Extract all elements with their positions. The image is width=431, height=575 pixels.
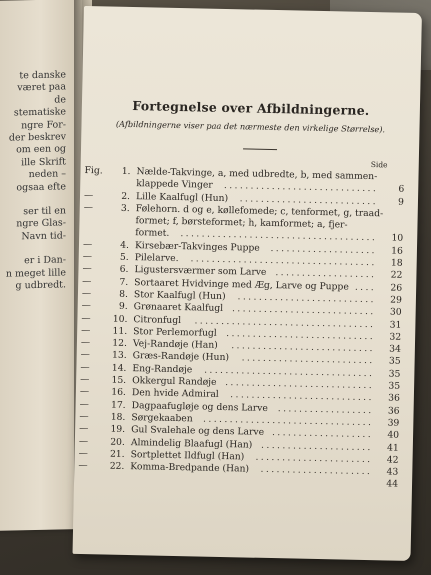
figure-number: 19. [110, 423, 126, 436]
figure-label: Den hvide Admiral [131, 387, 219, 401]
figure-number: 10. [112, 313, 128, 325]
figure-prefix: — [79, 410, 89, 423]
title-rule [243, 148, 277, 150]
figure-number: 22. [109, 460, 125, 473]
figure-page-number: 43 [386, 466, 399, 478]
figure-label: Gul Svalehale og dens Larve [131, 424, 265, 439]
figure-number: 4. [120, 239, 130, 251]
figure-page-number: 42 [386, 454, 399, 466]
figure-page-number: 36 [387, 405, 400, 417]
figure-prefix: — [81, 300, 92, 312]
figure-page-number: 35 [388, 380, 401, 392]
figure-label: Følehorn. d og e, køllefomede; c, tenformet, g, traad- [135, 203, 384, 220]
figure-number: 5. [119, 251, 129, 264]
figure-page-number: 34 [389, 343, 401, 355]
figure-number: 1. [121, 165, 131, 178]
figure-number [100, 473, 124, 474]
figure-page-number: 10 [391, 232, 404, 245]
figure-page-number: 16 [391, 245, 404, 257]
figure-number: 9. [118, 301, 128, 313]
figure-prefix: — [82, 275, 92, 287]
left-page-line: ille Skrift [21, 156, 66, 169]
figure-prefix: — [80, 349, 90, 361]
figure-label: Almindelig Blaafugl (Han) [130, 436, 253, 451]
leader-dots: ................... [275, 267, 377, 281]
figure-number: 8. [119, 288, 129, 300]
figure-page-number: 31 [389, 319, 402, 331]
figure-number: 14. [111, 362, 127, 374]
figure-page-number: 26 [390, 282, 403, 294]
figure-label: Sortplettet Ildfugl (Han) [130, 448, 245, 463]
figure-page-number: 35 [388, 355, 401, 368]
leader-dots: ..................... [260, 439, 373, 453]
figure-number: 6. [119, 264, 129, 276]
figure-label: Dagpaafugløje og dens Larve [131, 399, 268, 414]
leader-dots: ................................ [202, 413, 374, 429]
left-page-line: om een og [16, 143, 66, 156]
left-page-line: der beskrev [8, 131, 66, 144]
leader-dots: ................................... [190, 253, 377, 269]
figure-label: Komma-Bredpande (Han) [130, 461, 250, 475]
leader-dots: ................... [271, 427, 374, 441]
leader-dots: ............................ [226, 327, 376, 343]
leader-dots: .... [354, 281, 377, 293]
figure-label: Stor Perlemorfugl [133, 325, 217, 339]
figure-page-number: 40 [387, 429, 400, 441]
left-page [0, 0, 82, 531]
left-page-line: ogsaa efte [16, 181, 66, 194]
figure-label: klappede Vinger [136, 178, 213, 192]
leader-dots: ............................ [225, 377, 375, 392]
left-page-line: været paa [17, 81, 66, 94]
figure-label: Kirsebær-Takvinges Puppe [134, 239, 260, 254]
left-page-line: ngre Glas- [16, 217, 66, 230]
figure-prefix: — [78, 435, 89, 447]
figure-page-number: 9 [397, 196, 405, 208]
figure-label: Sortaaret Hvidvinge med Æg, Larve og Puppe [134, 276, 349, 293]
figure-prefix: — [83, 189, 94, 201]
figure-prefix: — [81, 312, 91, 324]
figure-prefix: — [80, 337, 91, 349]
figure-label: Vej-Randøje (Han) [132, 338, 218, 352]
figure-number: 21. [109, 448, 125, 460]
figure-label: Sørgekaaben [131, 412, 193, 425]
figure-number: 11. [112, 325, 128, 337]
left-page-line: de [54, 94, 66, 106]
left-page-line: er i Dan- [24, 254, 66, 267]
figure-number: 13. [111, 350, 127, 362]
figure-label: Eng-Randøje [132, 362, 193, 376]
leader-dots: ...................... [255, 451, 373, 465]
left-page-line: g udbredt. [15, 279, 66, 292]
figure-number: 7. [119, 276, 129, 288]
figure-label: Okkergul Randøje [132, 375, 217, 388]
figure-label: Græs-Randøje (Hun) [132, 350, 230, 364]
figure-label: Lille Kaalfugl (Hun) [135, 190, 229, 204]
figure-list [78, 165, 405, 491]
figure-page-number: 6 [398, 183, 405, 196]
left-page-line: ser til en [23, 205, 66, 218]
figure-page-number: 35 [388, 368, 401, 380]
figure-label: Ligustersværmer som Larve [134, 264, 267, 279]
figure-page-number: 29 [390, 294, 403, 306]
figure-page-number: 32 [389, 331, 402, 343]
figure-prefix: — [82, 263, 92, 275]
leader-dots: .................. [277, 402, 374, 416]
figure-number [105, 227, 129, 228]
leader-dots: ........................... [231, 303, 376, 318]
left-page-line: te danske [19, 69, 66, 82]
figure-page-number: 41 [387, 441, 399, 454]
figure-number: 16. [111, 387, 127, 399]
figure-page-number: 18 [390, 257, 403, 269]
left-page-line: ngre For- [21, 118, 66, 131]
figure-label: Stor Kaalfugl (Hun) [133, 289, 226, 302]
leader-dots: ........................... [230, 389, 374, 404]
leader-dots: .................... [270, 242, 378, 256]
figure-prefix: — [82, 238, 93, 251]
leader-dots: ..................................... [180, 228, 378, 244]
figure-label: Pilelarve. [134, 252, 179, 265]
left-page-line: neden – [28, 168, 66, 181]
figure-page-number: 39 [387, 417, 400, 429]
figure-prefix: — [78, 460, 88, 472]
figure-number: 17. [110, 399, 126, 411]
figure-prefix: — [78, 447, 88, 460]
figure-label: formet. [135, 227, 170, 240]
figure-label: formet; f, børsteformet; h, kamformet; a, fjer- [135, 215, 348, 231]
figure-prefix: — [83, 201, 94, 214]
figure-prefix: — [80, 361, 90, 373]
leader-dots: .......................... [237, 291, 377, 306]
figure-label: Citronfugl [133, 313, 182, 326]
figure-page-number: 36 [388, 392, 400, 405]
leader-dots: ......................... [241, 352, 375, 367]
figure-number: 3. [120, 202, 130, 214]
leader-dots: ................................ [204, 364, 375, 379]
figure-number [106, 178, 130, 179]
figure-prefix: — [79, 386, 90, 398]
figure-label: Nælde-Takvinge, a, med udbredte, b, med sammen- [136, 166, 378, 183]
figure-prefix: — [79, 423, 89, 435]
page-subtitle: (Afbildningerne viser paa det nærmeste den virkelige Størrelse). [115, 118, 386, 135]
leader-dots: ..................... [260, 463, 373, 478]
side-column-header: Side [370, 160, 388, 170]
figure-label: Grønaaret Kaalfugl [133, 301, 224, 315]
figure-page-number: 30 [389, 306, 402, 318]
figure-prefix: — [81, 287, 92, 300]
figure-prefix: — [82, 251, 93, 263]
figure-prefix: — [80, 374, 90, 386]
left-page-text [0, 69, 66, 293]
figure-number: 20. [110, 436, 125, 448]
figure-prefix: — [81, 324, 91, 337]
figure-number: 12. [112, 337, 128, 350]
page-title: Fortegnelse over Afbildningerne. [132, 98, 370, 118]
leader-dots: ........................... [231, 340, 375, 355]
figure-number: 15. [111, 374, 127, 387]
left-page-line: n meget lille [5, 267, 66, 280]
right-page [73, 6, 422, 561]
leader-dots: ............................. [223, 180, 379, 195]
figure-prefix: Fig. [84, 165, 103, 177]
figure-prefix: — [79, 398, 89, 410]
figure-page-number: 44 [386, 478, 399, 491]
left-page-line: Navn tid- [21, 230, 66, 243]
leader-dots: .................................. [194, 314, 376, 330]
figure-number: 2. [121, 190, 131, 202]
leader-dots: .......................... [239, 192, 379, 207]
figure-page-number: 22 [390, 269, 403, 282]
figure-number: 18. [110, 411, 126, 423]
left-page-line: stematiske [13, 106, 66, 119]
figure-number [106, 215, 130, 216]
